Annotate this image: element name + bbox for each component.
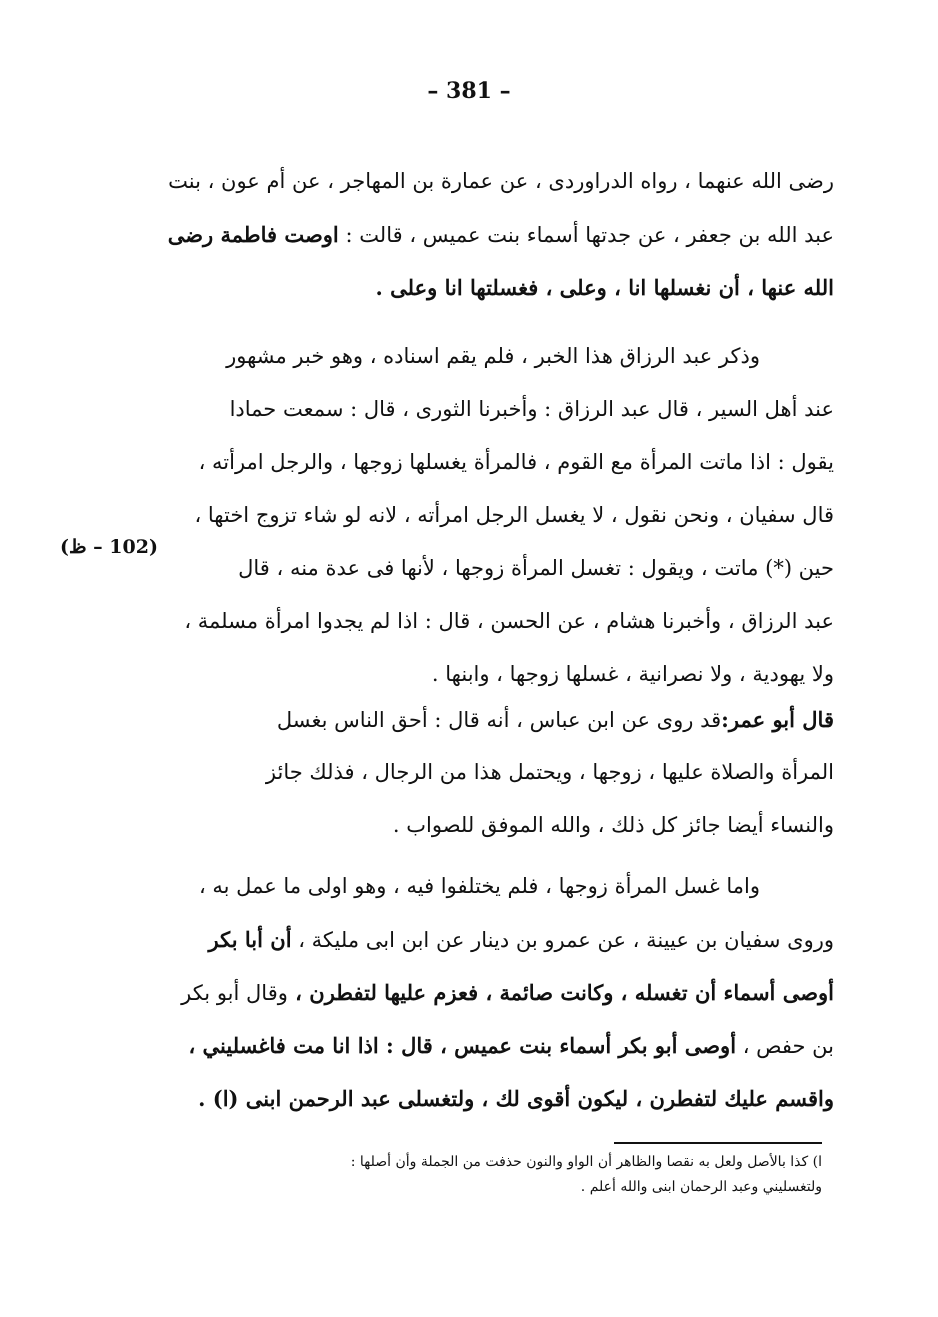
text-line (164, 860, 834, 913)
margin-note: (102 – ظ) (60, 536, 158, 558)
text-line: يقول : اذا ماتت المرأة مع القوم ، فالمرأة يغسلها زوجها ، والرجل امرأته ، (198, 450, 834, 474)
footnotes (122, 1150, 822, 1200)
text-line (164, 913, 834, 966)
text-line (164, 208, 834, 261)
paragraph-2 (164, 330, 834, 701)
text-line: وذكر عبد الرزاق هذا الخبر ، فلم يقم اسناده ، وهو خبر مشهور (226, 344, 760, 368)
text-segment: قد روى عن ابن عباس ، أنه قال : أحق الناس بغسل (276, 708, 722, 732)
text-line (164, 693, 834, 746)
text-segment: وروى سفيان بن عيينة ، عن عمرو بن دينار عن ابن ابى مليكة ، (291, 928, 834, 952)
text-line (164, 155, 834, 208)
paragraph-1 (164, 155, 834, 314)
page-number: – 381 – (427, 78, 511, 104)
text-segment: واما غسل المرأة زوجها ، فلم يختلفوا فيه ، وهو اولى ما عمل به ، (198, 874, 760, 898)
text-segment: رضى الله عنهما ، رواه الدراوردى ، عن عمارة بن المهاجر ، عن أم عون ، بنت (168, 169, 834, 193)
bold-text-segment: قال أبو عمر: (721, 707, 834, 732)
text-line (164, 1019, 834, 1072)
footnote-divider (614, 1142, 822, 1144)
paragraph-4 (164, 860, 834, 1125)
text-line: قال سفيان ، ونحن نقول ، لا يغسل الرجل امرأته ، لانه لو شاء تزوج اختها ، (194, 503, 834, 527)
text-segment: بن حفص ، (736, 1034, 834, 1058)
text-line: عبد الرزاق ، وأخبرنا هشام ، عن الحسن ، قال : اذا لم يجدوا امرأة مسلمة ، (184, 609, 834, 633)
text-line: عند أهل السير ، قال عبد الرزاق : وأخبرنا الثورى ، قال : سمعت حمادا (229, 397, 834, 421)
text-line: والنساء أيضا جائز كل ذلك ، والله الموفق للصواب . (392, 813, 834, 837)
text-line (164, 966, 834, 1019)
footnote-line: ا) كذا بالأصل ولعل به نقصا والظاهر أن الواو والنون حذفت من الجملة وأن أصلها : (350, 1154, 822, 1170)
footnote-line: ولتغسليني وعبد الرحمان ابنى والله أعلم . (580, 1179, 822, 1195)
text-line (164, 1072, 834, 1125)
text-segment: عبد الله بن جعفر ، عن جدتها أسماء بنت عميس ، قالت : (338, 223, 834, 247)
bold-text-segment: أوصى أسماء أن تغسله ، وكانت صائمة ، فعزم عليها لتفطرن ، (287, 980, 834, 1005)
bold-text-segment: أوصى أبو بكر أسماء بنت عميس ، قال : اذا انا مت فاغسليني ، (188, 1033, 737, 1058)
text-line: حين (*) ماتت ، ويقول : تغسل المرأة زوجها ، لأنها فى عدة منه ، قال (238, 556, 834, 580)
paragraph-3 (164, 693, 834, 852)
text-segment: وقال أبو بكر (181, 981, 288, 1005)
bold-text-segment: الله عنها ، أن نغسلها انا ، وعلى ، فغسلتها انا وعلى . (375, 275, 834, 300)
bold-text-segment: أن أبا بكر (208, 927, 292, 952)
text-line: ولا يهودية ، ولا نصرانية ، غسلها زوجها ، وابنها . (431, 662, 834, 686)
bold-text-segment: اوصت فاطمة رضى (167, 222, 339, 247)
text-line: المرأة والصلاة عليها ، زوجها ، ويحتمل هذا من الرجال ، فذلك جائز (265, 760, 834, 784)
bold-text-segment: واقسم عليك لتفطرن ، ليكون أقوى لك ، ولتغسلى عبد الرحمن ابنى (ا) . (198, 1086, 834, 1111)
text-line (164, 261, 834, 314)
